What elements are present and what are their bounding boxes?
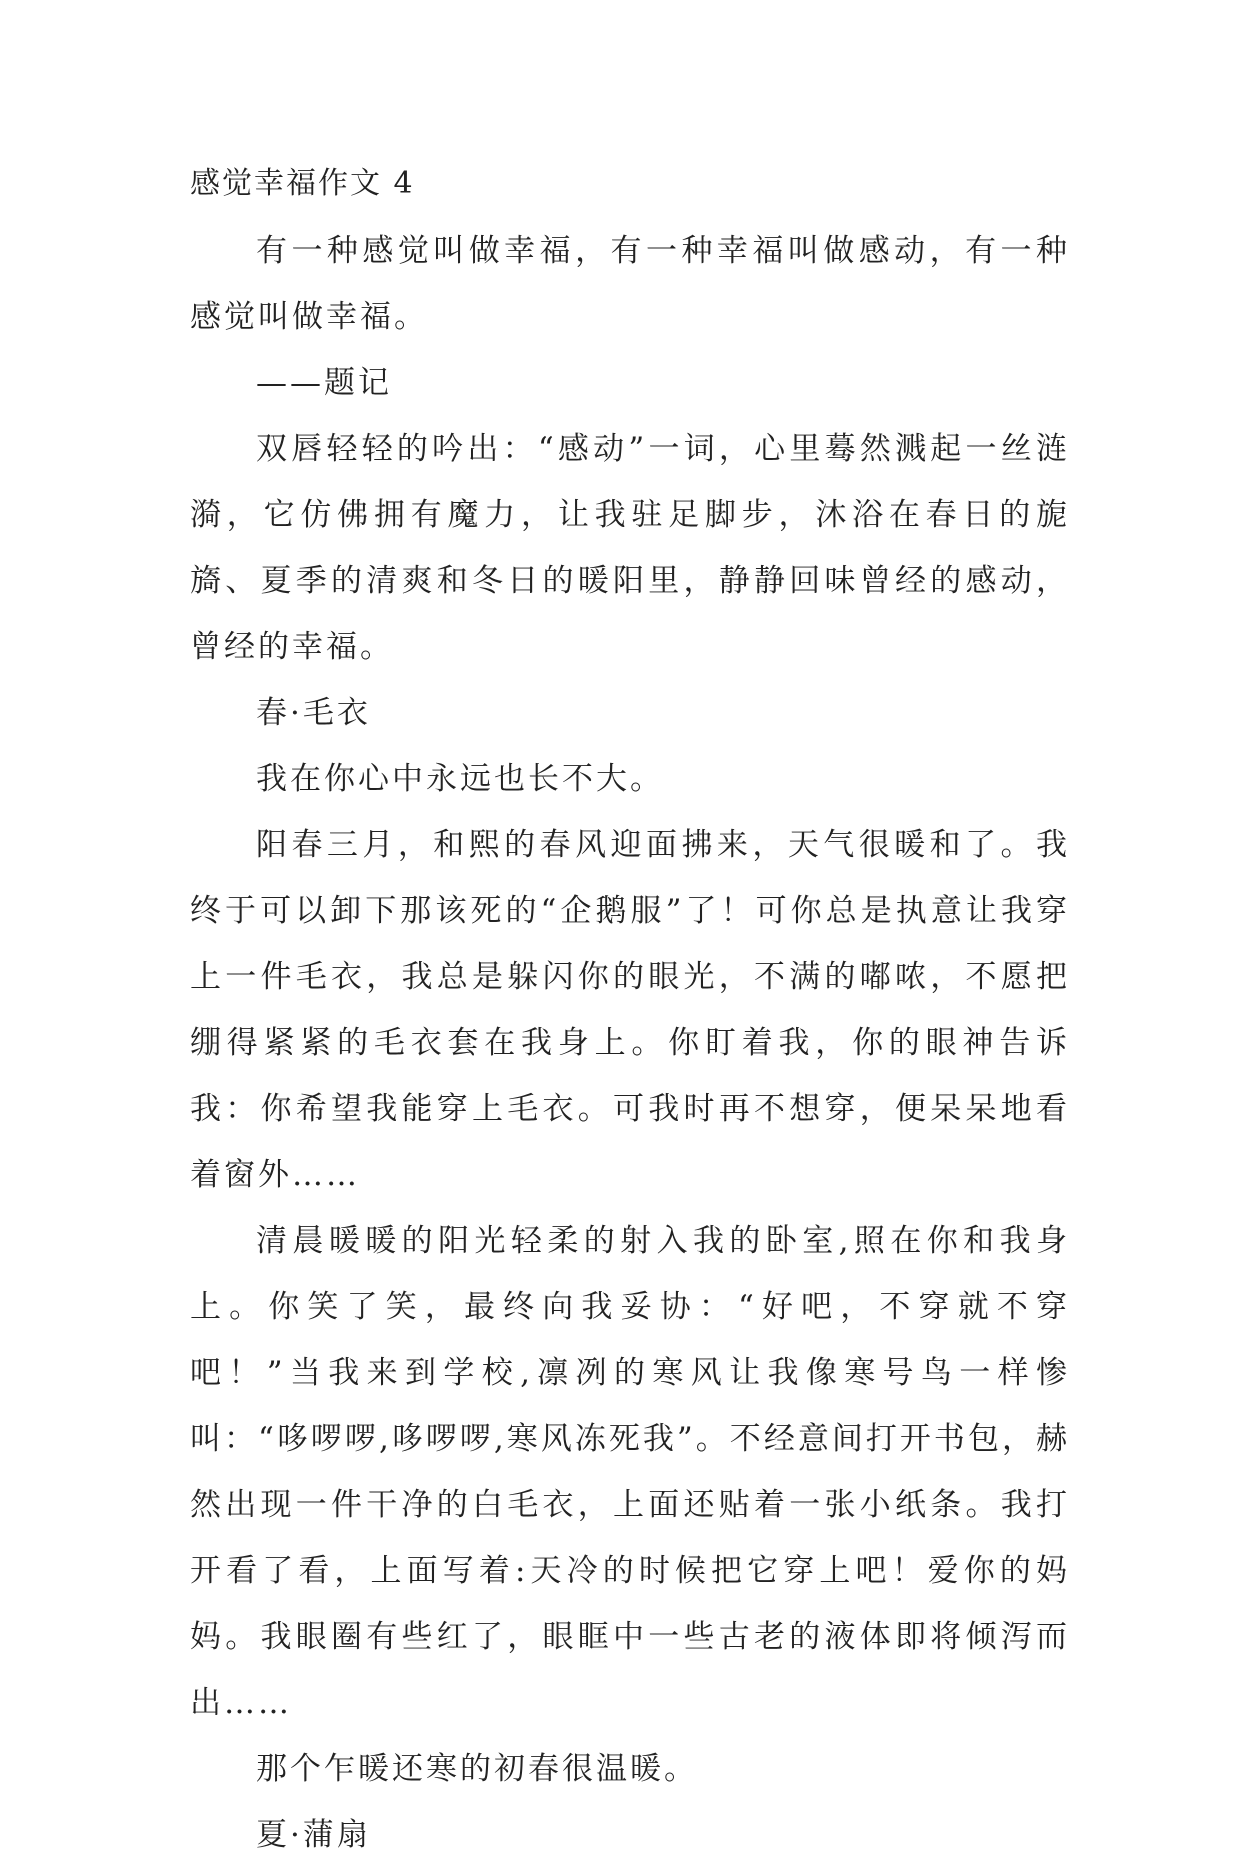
paragraph-epigraph: 有一种感觉叫做幸福，有一种幸福叫做感动，有一种感觉叫做幸福。 — [190, 233, 1070, 335]
document-page — [190, 150, 1070, 1868]
paragraph-intro: 双唇轻轻的吟出：“感动”一词，心里蓦然溅起一丝涟漪，它仿佛拥有魔力，让我驻足脚步，沐浴在春日的旎旖、夏季的清爽和冬日的暖阳里，静静回味曾经的感动，曾经的幸福。 — [190, 431, 1070, 665]
paragraph-spring-2: 清晨暖暖的阳光轻柔的射入我的卧室,照在你和我身上。你笑了笑，最终向我妥协：“好吧，不穿就不穿吧！”当我来到学校,凛冽的寒风让我像寒号鸟一样惨叫：“哆啰啰,哆啰啰,寒风冻死我”。不经意间打开书包，赫然出现一件干净的白毛衣，上面还贴着一张小纸条。我打开看了看，上面写着:天冷的时候把它穿上吧！爱你的妈妈。我眼圈有些红了，眼眶中一些古老的液体即将倾泻而出…… — [190, 1223, 1070, 1721]
section-heading-summer: 夏·蒲扇 — [256, 1817, 371, 1853]
paragraph-epigraph-attribution: ——题记 — [256, 365, 392, 401]
paragraph-spring-closing: 那个乍暖还寒的初春很温暖。 — [256, 1751, 698, 1787]
paragraph-spring-1: 阳春三月，和熙的春风迎面拂来，天气很暖和了。我终于可以卸下那该死的“企鹅服”了！可你总是执意让我穿上一件毛衣，我总是躲闪你的眼光，不满的嘟哝，不愿把绷得紧紧的毛衣套在我身上。你盯着我，你的眼神告诉我：你希望我能穿上毛衣。可我时再不想穿，便呆呆地看着窗外…… — [190, 827, 1070, 1193]
essay-title: 感觉幸福作文 4 — [190, 166, 415, 201]
section-heading-spring: 春·毛衣 — [256, 695, 371, 731]
paragraph-spring-lead: 我在你心中永远也长不大。 — [256, 761, 664, 797]
